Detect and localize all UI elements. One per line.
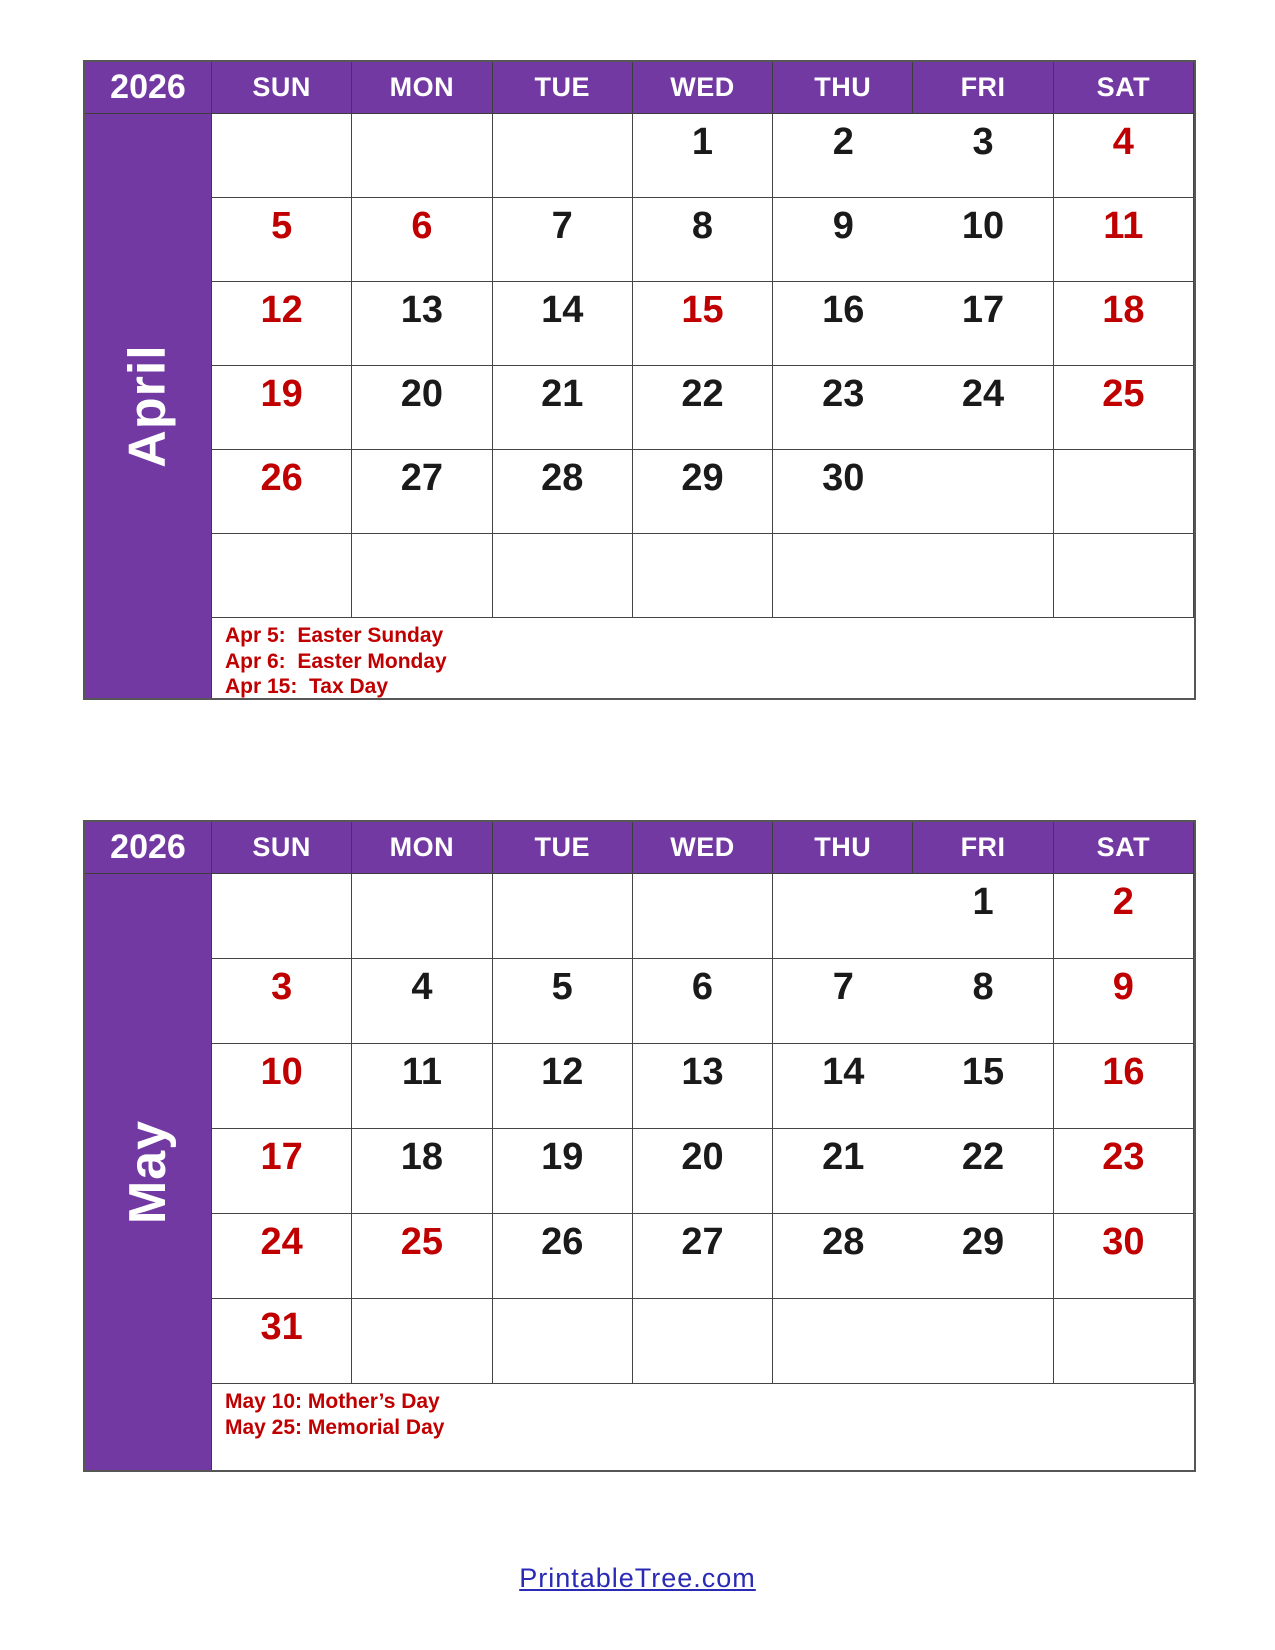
- day-header-fri: FRI: [913, 62, 1053, 114]
- date-cell-may-15: 15: [913, 1044, 1053, 1129]
- date-cell-empty: [1054, 534, 1194, 618]
- date-cell-may-27: 27: [633, 1214, 773, 1299]
- date-cell-may-16: 16: [1054, 1044, 1194, 1129]
- date-cell-may-5: 5: [493, 959, 633, 1044]
- holiday-note: Apr 5: Easter Sunday: [225, 624, 444, 647]
- date-cell-april-14: 14: [493, 282, 633, 366]
- date-cell-empty: [493, 874, 633, 959]
- date-cell-empty: [352, 1299, 492, 1384]
- date-cell-may-24: 24: [212, 1214, 352, 1299]
- date-cell-may-22: 22: [913, 1129, 1053, 1214]
- date-cell-april-2: 2: [773, 114, 913, 198]
- day-header-thu: THU: [773, 62, 913, 114]
- date-cell-empty: [633, 874, 773, 959]
- holiday-note: Apr 15: Tax Day: [225, 675, 389, 699]
- date-cell-may-28: 28: [773, 1214, 913, 1299]
- date-cell-april-27: 27: [352, 450, 492, 534]
- page-footer: [0, 1563, 1275, 1594]
- date-cell-april-25: 25: [1054, 366, 1194, 450]
- date-cell-april-4: 4: [1054, 114, 1194, 198]
- printabletree-link[interactable]: PrintableTree.com: [519, 1563, 756, 1593]
- date-cell-empty: [493, 1299, 633, 1384]
- date-cell-empty: [773, 534, 913, 618]
- month-label: April: [118, 344, 177, 468]
- date-cell-empty: [493, 114, 633, 198]
- date-cell-may-11: 11: [352, 1044, 492, 1129]
- date-cell-may-9: 9: [1054, 959, 1194, 1044]
- date-cell-empty: [352, 114, 492, 198]
- date-cell-empty: [913, 450, 1053, 534]
- date-cell-april-8: 8: [633, 198, 773, 282]
- day-header-wed: WED: [633, 822, 773, 874]
- date-cell-empty: [493, 534, 633, 618]
- date-cell-april-19: 19: [212, 366, 352, 450]
- date-cell-empty: [773, 1299, 913, 1384]
- calendar-table: [83, 820, 1196, 1472]
- date-cell-april-11: 11: [1054, 198, 1194, 282]
- date-cell-may-6: 6: [633, 959, 773, 1044]
- date-cell-april-13: 13: [352, 282, 492, 366]
- month-label: May: [119, 1119, 177, 1225]
- date-cell-empty: [773, 874, 913, 959]
- date-cell-empty: [913, 534, 1053, 618]
- day-header-mon: MON: [352, 822, 492, 874]
- date-cell-may-18: 18: [352, 1129, 492, 1214]
- date-cell-may-12: 12: [493, 1044, 633, 1129]
- date-cell-empty: [633, 1299, 773, 1384]
- day-header-mon: MON: [352, 62, 492, 114]
- date-cell-april-17: 17: [913, 282, 1053, 366]
- date-cell-empty: [212, 874, 352, 959]
- date-cell-empty: [212, 114, 352, 198]
- day-header-sat: SAT: [1054, 62, 1194, 114]
- holiday-note: May 25: Memorial Day: [225, 1415, 445, 1439]
- date-cell-april-24: 24: [913, 366, 1053, 450]
- date-cell-april-3: 3: [913, 114, 1053, 198]
- date-cell-empty: [913, 1299, 1053, 1384]
- date-cell-april-15: 15: [633, 282, 773, 366]
- date-cell-april-10: 10: [913, 198, 1053, 282]
- date-cell-may-7: 7: [773, 959, 913, 1044]
- holiday-notes: [212, 618, 1194, 698]
- date-cell-empty: [352, 874, 492, 959]
- day-header-sun: SUN: [212, 62, 352, 114]
- date-cell-may-8: 8: [913, 959, 1053, 1044]
- day-header-sun: SUN: [212, 822, 352, 874]
- date-cell-april-21: 21: [493, 366, 633, 450]
- date-cell-may-23: 23: [1054, 1129, 1194, 1214]
- date-cell-empty: [633, 534, 773, 618]
- date-cell-may-30: 30: [1054, 1214, 1194, 1299]
- date-cell-may-17: 17: [212, 1129, 352, 1214]
- year-label: 2026: [85, 822, 212, 874]
- date-cell-april-1: 1: [633, 114, 773, 198]
- calendar-may-2026: [83, 820, 1196, 1472]
- date-cell-may-4: 4: [352, 959, 492, 1044]
- date-cell-april-26: 26: [212, 450, 352, 534]
- date-cell-may-25: 25: [352, 1214, 492, 1299]
- date-cell-may-2: 2: [1054, 874, 1194, 959]
- day-header-tue: TUE: [493, 62, 633, 114]
- date-cell-april-23: 23: [773, 366, 913, 450]
- date-cell-april-22: 22: [633, 366, 773, 450]
- date-cell-may-19: 19: [493, 1129, 633, 1214]
- calendar-table: [83, 60, 1196, 700]
- date-cell-april-9: 9: [773, 198, 913, 282]
- date-cell-empty: [1054, 1299, 1194, 1384]
- date-cell-april-20: 20: [352, 366, 492, 450]
- date-cell-april-16: 16: [773, 282, 913, 366]
- date-cell-may-31: 31: [212, 1299, 352, 1384]
- day-header-sat: SAT: [1054, 822, 1194, 874]
- date-cell-may-10: 10: [212, 1044, 352, 1129]
- date-cell-may-13: 13: [633, 1044, 773, 1129]
- date-cell-may-14: 14: [773, 1044, 913, 1129]
- day-header-thu: THU: [773, 822, 913, 874]
- date-cell-empty: [1054, 450, 1194, 534]
- date-cell-may-1: 1: [913, 874, 1053, 959]
- date-cell-may-21: 21: [773, 1129, 913, 1214]
- holiday-note: May 10: Mother’s Day: [225, 1390, 440, 1413]
- date-cell-empty: [352, 534, 492, 618]
- date-cell-april-28: 28: [493, 450, 633, 534]
- year-label: 2026: [85, 62, 212, 114]
- date-cell-april-18: 18: [1054, 282, 1194, 366]
- calendar-april-2026: [83, 60, 1196, 700]
- date-cell-april-6: 6: [352, 198, 492, 282]
- date-cell-april-12: 12: [212, 282, 352, 366]
- day-header-tue: TUE: [493, 822, 633, 874]
- date-cell-april-7: 7: [493, 198, 633, 282]
- date-cell-may-26: 26: [493, 1214, 633, 1299]
- date-cell-empty: [212, 534, 352, 618]
- date-cell-may-20: 20: [633, 1129, 773, 1214]
- date-cell-april-30: 30: [773, 450, 913, 534]
- holiday-notes: [212, 1384, 1194, 1470]
- holiday-note: Apr 6: Easter Monday: [225, 649, 447, 673]
- month-column: [85, 874, 212, 1470]
- month-column: [85, 114, 212, 698]
- date-cell-april-5: 5: [212, 198, 352, 282]
- date-cell-may-3: 3: [212, 959, 352, 1044]
- day-header-fri: FRI: [913, 822, 1053, 874]
- date-cell-april-29: 29: [633, 450, 773, 534]
- day-header-wed: WED: [633, 62, 773, 114]
- date-cell-may-29: 29: [913, 1214, 1053, 1299]
